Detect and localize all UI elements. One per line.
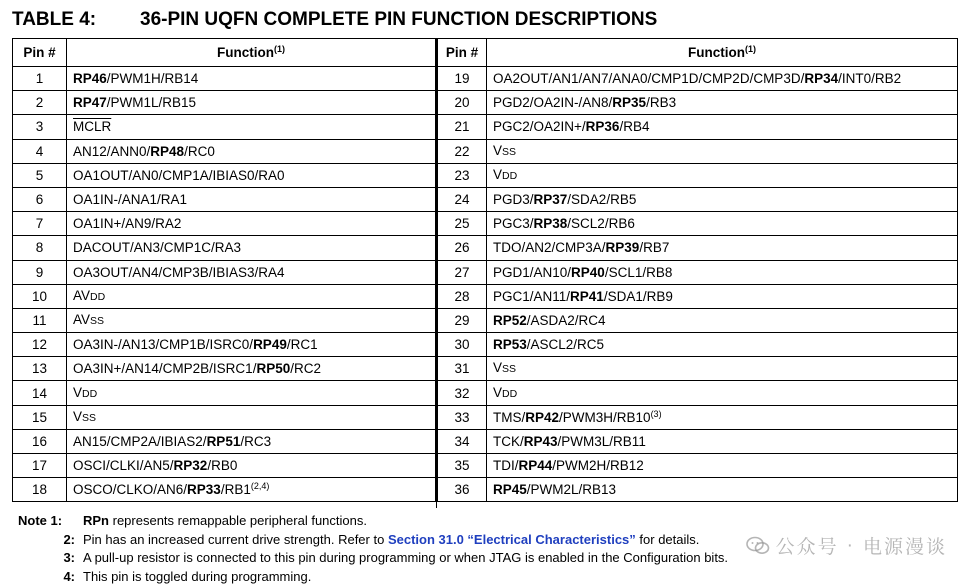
pin-function: PGC2/OA2IN+/RP36/RB4 — [487, 115, 958, 139]
note-3: 3: A pull-up resistor is connected to this pin during programming or when JTAG is enabled in the Configuration bits. — [63, 550, 729, 565]
table-header-row — [13, 39, 436, 67]
pin-number: 36 — [438, 478, 487, 502]
table-row — [13, 308, 436, 332]
table-row — [13, 357, 436, 381]
pin-function: VSS — [67, 405, 436, 429]
pin-number: 13 — [13, 357, 67, 381]
pin-function: AVDD — [67, 284, 436, 308]
pin-number: 6 — [13, 187, 67, 211]
table-row — [13, 67, 436, 91]
table-row — [13, 405, 436, 429]
table-row — [438, 478, 958, 502]
table-title — [12, 6, 657, 34]
table-row — [13, 478, 436, 502]
pin-function: PGD2/OA2IN-/AN8/RP35/RB3 — [487, 91, 958, 115]
table-row — [13, 91, 436, 115]
pin-function: PGC1/AN11/RP41/SDA1/RB9 — [487, 284, 958, 308]
pin-number: 8 — [13, 236, 67, 260]
table-row — [13, 333, 436, 357]
pin-number: 24 — [438, 187, 487, 211]
watermark: 公众号 · 电源漫谈 — [746, 532, 947, 559]
pin-function: RP47/PWM1L/RB15 — [67, 91, 436, 115]
pin-number: 17 — [13, 454, 67, 478]
pin-number: 10 — [13, 284, 67, 308]
pin-function: OA2OUT/AN1/AN7/ANA0/CMP1D/CMP2D/CMP3D/RP34/INT0/RB2 — [487, 67, 958, 91]
table-row — [438, 67, 958, 91]
pin-number: 21 — [438, 115, 487, 139]
pin-number: 7 — [13, 212, 67, 236]
pin-function: OA3OUT/AN4/CMP3B/IBIAS3/RA4 — [67, 260, 436, 284]
pin-function: MCLR — [67, 115, 436, 139]
pin-number: 27 — [438, 260, 487, 284]
wechat-icon — [746, 536, 770, 556]
pin-number: 29 — [438, 308, 487, 332]
pin-number: 30 — [438, 333, 487, 357]
pin-number: 26 — [438, 236, 487, 260]
pin-function: DACOUT/AN3/CMP1C/RA3 — [67, 236, 436, 260]
pin-function: VDD — [67, 381, 436, 405]
pin-function: OSCO/CLKO/AN6/RP33/RB1$^{(2,4)}$ — [67, 478, 436, 502]
note-2: 2: Pin has an increased current drive strength. Refer to Section 31.0 “Electrical Characteristics” for details. — [63, 531, 700, 547]
pin-function: OA1IN-/ANA1/RA1 — [67, 187, 436, 211]
watermark-right: 电源漫谈 — [862, 537, 947, 558]
table-row — [438, 405, 958, 429]
pin-function: RP45/PWM2L/RB13 — [487, 478, 958, 502]
table-row — [13, 236, 436, 260]
pin-number: 14 — [13, 381, 67, 405]
pin-function: VDD — [487, 381, 958, 405]
pin-table-right — [437, 38, 958, 502]
pin-number: 12 — [13, 333, 67, 357]
pin-number: 35 — [438, 454, 487, 478]
table-row — [438, 163, 958, 187]
header-function: Function$^{(1)}$ — [487, 39, 958, 67]
pin-function: VSS — [487, 139, 958, 163]
watermark-left: 公众号 — [775, 537, 839, 558]
pin-function: RP52/ASDA2/RC4 — [487, 308, 958, 332]
table-row — [438, 308, 958, 332]
table-row — [438, 115, 958, 139]
pin-number: 15 — [13, 405, 67, 429]
pin-number: 16 — [13, 429, 67, 453]
pin-function: PGD1/AN10/RP40/SCL1/RB8 — [487, 260, 958, 284]
pin-function: AVSS — [67, 308, 436, 332]
pin-number: 32 — [438, 381, 487, 405]
pin-number: 18 — [13, 478, 67, 502]
pin-number: 22 — [438, 139, 487, 163]
table-row — [438, 381, 958, 405]
pin-function: TMS/RP42/PWM3H/RB10$^{(3)}$ — [487, 405, 958, 429]
pin-number: 25 — [438, 212, 487, 236]
table-row — [13, 212, 436, 236]
pin-number: 2 — [13, 91, 67, 115]
table-notes — [18, 512, 728, 586]
pin-function: TDI/RP44/PWM2H/RB12 — [487, 454, 958, 478]
pin-function: TDO/AN2/CMP3A/RP39/RB7 — [487, 236, 958, 260]
pin-function: TCK/RP43/PWM3L/RB11 — [487, 429, 958, 453]
pin-function: AN15/CMP2A/IBIAS2/RP51/RC3 — [67, 429, 436, 453]
table-row — [13, 284, 436, 308]
table-row — [438, 236, 958, 260]
table-row — [13, 115, 436, 139]
table-row — [438, 212, 958, 236]
pin-number: 28 — [438, 284, 487, 308]
pin-number: 23 — [438, 163, 487, 187]
table-row — [438, 260, 958, 284]
pin-function: VDD — [487, 163, 958, 187]
pin-table-left — [12, 38, 436, 502]
table-row — [13, 260, 436, 284]
table-row — [13, 429, 436, 453]
table-row — [438, 357, 958, 381]
header-pin: Pin # — [438, 39, 487, 67]
pin-number: 3 — [13, 115, 67, 139]
table-row — [438, 187, 958, 211]
pin-function: OA3IN+/AN14/CMP2B/ISRC1/RP50/RC2 — [67, 357, 436, 381]
pin-function: OA3IN-/AN13/CMP1B/ISRC0/RP49/RC1 — [67, 333, 436, 357]
pin-function: OA1OUT/AN0/CMP1A/IBIAS0/RA0 — [67, 163, 436, 187]
pin-number: 31 — [438, 357, 487, 381]
pin-function: PGC3/RP38/SCL2/RB6 — [487, 212, 958, 236]
pin-function: OA1IN+/AN9/RA2 — [67, 212, 436, 236]
pin-number: 33 — [438, 405, 487, 429]
pin-number: 19 — [438, 67, 487, 91]
table-row — [13, 454, 436, 478]
table-row — [438, 429, 958, 453]
pin-number: 34 — [438, 429, 487, 453]
table-row — [13, 139, 436, 163]
pin-function: OSCI/CLKI/AN5/RP32/RB0 — [67, 454, 436, 478]
pin-function: VSS — [487, 357, 958, 381]
table-header-row — [438, 39, 958, 67]
note-1: Note 1: RPn represents remappable peripheral functions. — [18, 513, 367, 528]
table-row — [438, 91, 958, 115]
pin-number: 5 — [13, 163, 67, 187]
table-row — [438, 333, 958, 357]
pin-function: RP46/PWM1H/RB14 — [67, 67, 436, 91]
table-title-text: 36-PIN UQFN COMPLETE PIN FUNCTION DESCRIPTIONS — [140, 9, 658, 30]
header-function: Function$^{(1)}$ — [67, 39, 436, 67]
table-row — [438, 454, 958, 478]
table-number: TABLE 4: — [12, 9, 97, 30]
table-row — [13, 381, 436, 405]
pin-number: 9 — [13, 260, 67, 284]
table-row — [13, 163, 436, 187]
pin-function: RP53/ASCL2/RC5 — [487, 333, 958, 357]
table-row — [13, 187, 436, 211]
pin-number: 11 — [13, 308, 67, 332]
table-row — [438, 284, 958, 308]
pin-function: PGD3/RP37/SDA2/RB5 — [487, 187, 958, 211]
header-pin: Pin # — [13, 39, 67, 67]
pin-number: 1 — [13, 67, 67, 91]
table-row — [438, 139, 958, 163]
pin-number: 4 — [13, 139, 67, 163]
pin-function: AN12/ANN0/RP48/RC0 — [67, 139, 436, 163]
section-link[interactable]: Section 31.0 “Electrical Characteristics” — [387, 531, 636, 547]
note-4: 4: This pin is toggled during programming. — [63, 568, 312, 584]
pin-number: 20 — [438, 91, 487, 115]
